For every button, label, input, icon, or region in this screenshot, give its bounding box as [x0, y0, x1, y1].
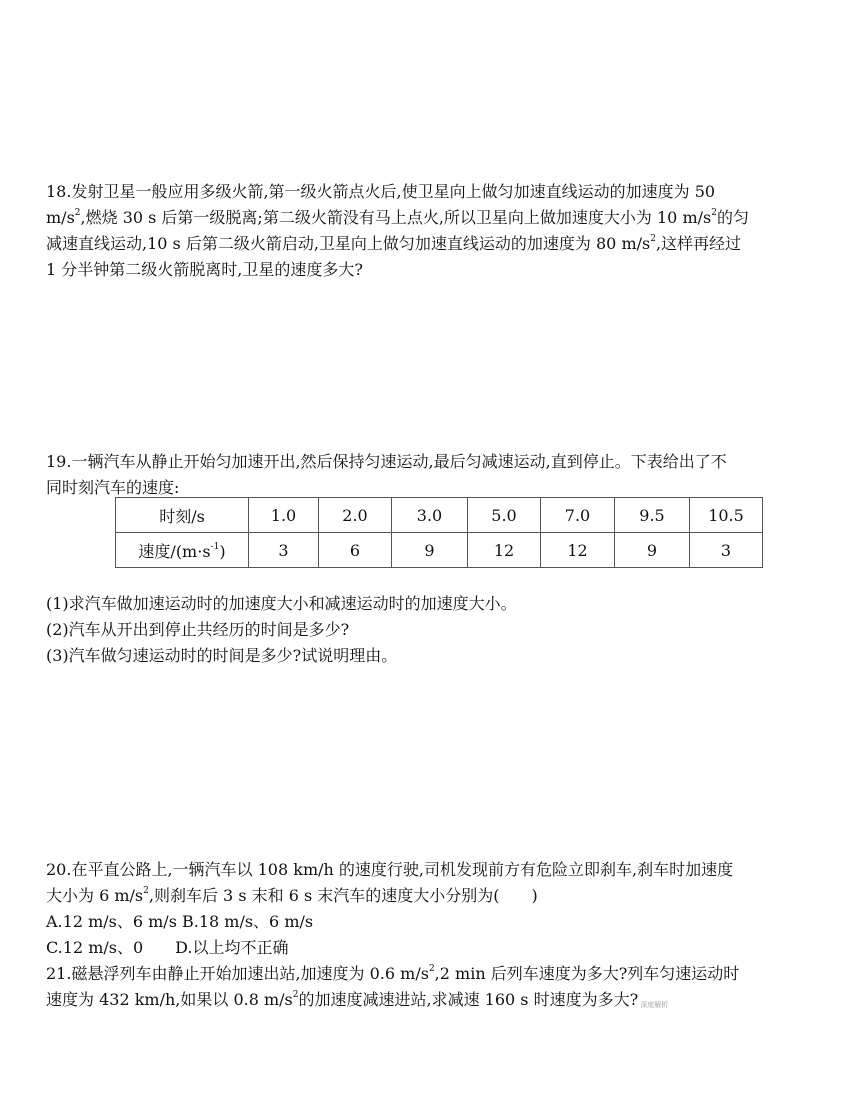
q21-text: 的加速度减速进站,求减速 160 s 时速度为多大? [298, 990, 639, 1009]
q18-text: 减速直线运动,10 s 后第二级火箭启动,卫星向上做匀加速直线运动的加速度为 80 m/s [46, 234, 651, 253]
q19-line-2: 同时刻汽车的速度: [46, 478, 180, 497]
q19-sub-3: (3)汽车做匀速运动时的时间是多少?试说明理由。 [46, 646, 398, 665]
q19-sub-2: (2)汽车从开出到停止共经历的时间是多少? [46, 620, 350, 639]
table-cell: 9 [615, 533, 690, 568]
q21-text: 21.磁悬浮列车由静止开始加速出站,加速度为 0.6 m/s [46, 964, 429, 983]
q21-text: 速度为 432 km/h,如果以 0.8 m/s [46, 990, 293, 1009]
superscript: -1 [210, 541, 220, 552]
q21-line-1 [46, 961, 822, 987]
q18-line-3 [46, 231, 822, 257]
q20-line-2 [46, 883, 822, 909]
table-cell: 3 [690, 533, 763, 568]
q20-text: ,则刹车后 3 s 末和 6 s 末汽车的速度大小分别为( ) [148, 886, 538, 905]
superscript: 2 [74, 208, 81, 218]
q20-line-1: 20.在平直公路上,一辆汽车以 108 km/h 的速度行驶,司机发现前方有危险立即刹车,刹车时加速度 [46, 860, 734, 879]
q19-line-1: 19.一辆汽车从静止开始匀加速开出,然后保持匀速运动,最后匀减速运动,直到停止。下表给出了不 [46, 452, 727, 471]
table-cell: 3 [249, 533, 319, 568]
superscript: 2 [650, 234, 656, 244]
q18-text: ,燃烧 30 s 后第一级脱离;第二级火箭没有马上点火,所以卫星向上做加速度大小为 10 m/s [80, 208, 712, 227]
table-cell: 2.0 [319, 498, 392, 533]
table-cell-header [116, 533, 249, 568]
table-row [116, 498, 763, 533]
q18-line-1: 18.发射卫星一般应用多级火箭,第一级火箭点火后,使卫星向上做匀加速直线运动的加速度为 50 [46, 182, 716, 201]
q21-text: ,2 min 后列车速度为多大?列车匀速运动时 [434, 964, 740, 983]
q18-text: 的匀 [716, 208, 749, 227]
superscript: 2 [143, 886, 149, 896]
q20-options-ab: A.12 m/s、6 m/s B.18 m/s、6 m/s [46, 912, 314, 931]
q18-text: ,这样再经过 [655, 234, 742, 253]
header-text: ) [219, 541, 226, 561]
q19-subquestions [46, 591, 517, 669]
table-cell: 10.5 [690, 498, 763, 533]
speed-table [115, 497, 763, 568]
table-cell: 5.0 [468, 498, 541, 533]
q20-text: 大小为 6 m/s [46, 886, 144, 905]
question-20-21 [46, 857, 822, 1018]
q19-sub-1: (1)求汽车做加速运动时的加速度大小和减速运动时的加速度大小。 [46, 594, 517, 613]
q18-line-2 [46, 205, 822, 231]
q20-options-cd: C.12 m/s、0 D.以上均不正确 [46, 938, 289, 957]
table-cell: 12 [468, 533, 541, 568]
watermark-text: 深度解析 [640, 1001, 669, 1009]
superscript: 2 [711, 208, 717, 218]
table-cell: 3.0 [392, 498, 468, 533]
table-cell: 6 [319, 533, 392, 568]
question-19 [46, 449, 822, 501]
superscript: 2 [428, 964, 435, 974]
table-cell: 12 [541, 533, 615, 568]
table-cell: 9 [392, 533, 468, 568]
table-cell: 7.0 [541, 498, 615, 533]
table-cell: 9.5 [615, 498, 690, 533]
table-row [116, 533, 763, 568]
table-cell-header: 时刻/s [116, 498, 249, 533]
superscript: 2 [292, 990, 299, 1000]
q18-unit: m/s [46, 208, 75, 227]
q18-line-4: 1 分半钟第二级火箭脱离时,卫星的速度多大? [46, 260, 363, 279]
q21-line-2 [46, 987, 822, 1018]
question-18 [46, 179, 822, 283]
table-cell: 1.0 [249, 498, 319, 533]
header-text: 速度/(m·s [138, 541, 211, 561]
